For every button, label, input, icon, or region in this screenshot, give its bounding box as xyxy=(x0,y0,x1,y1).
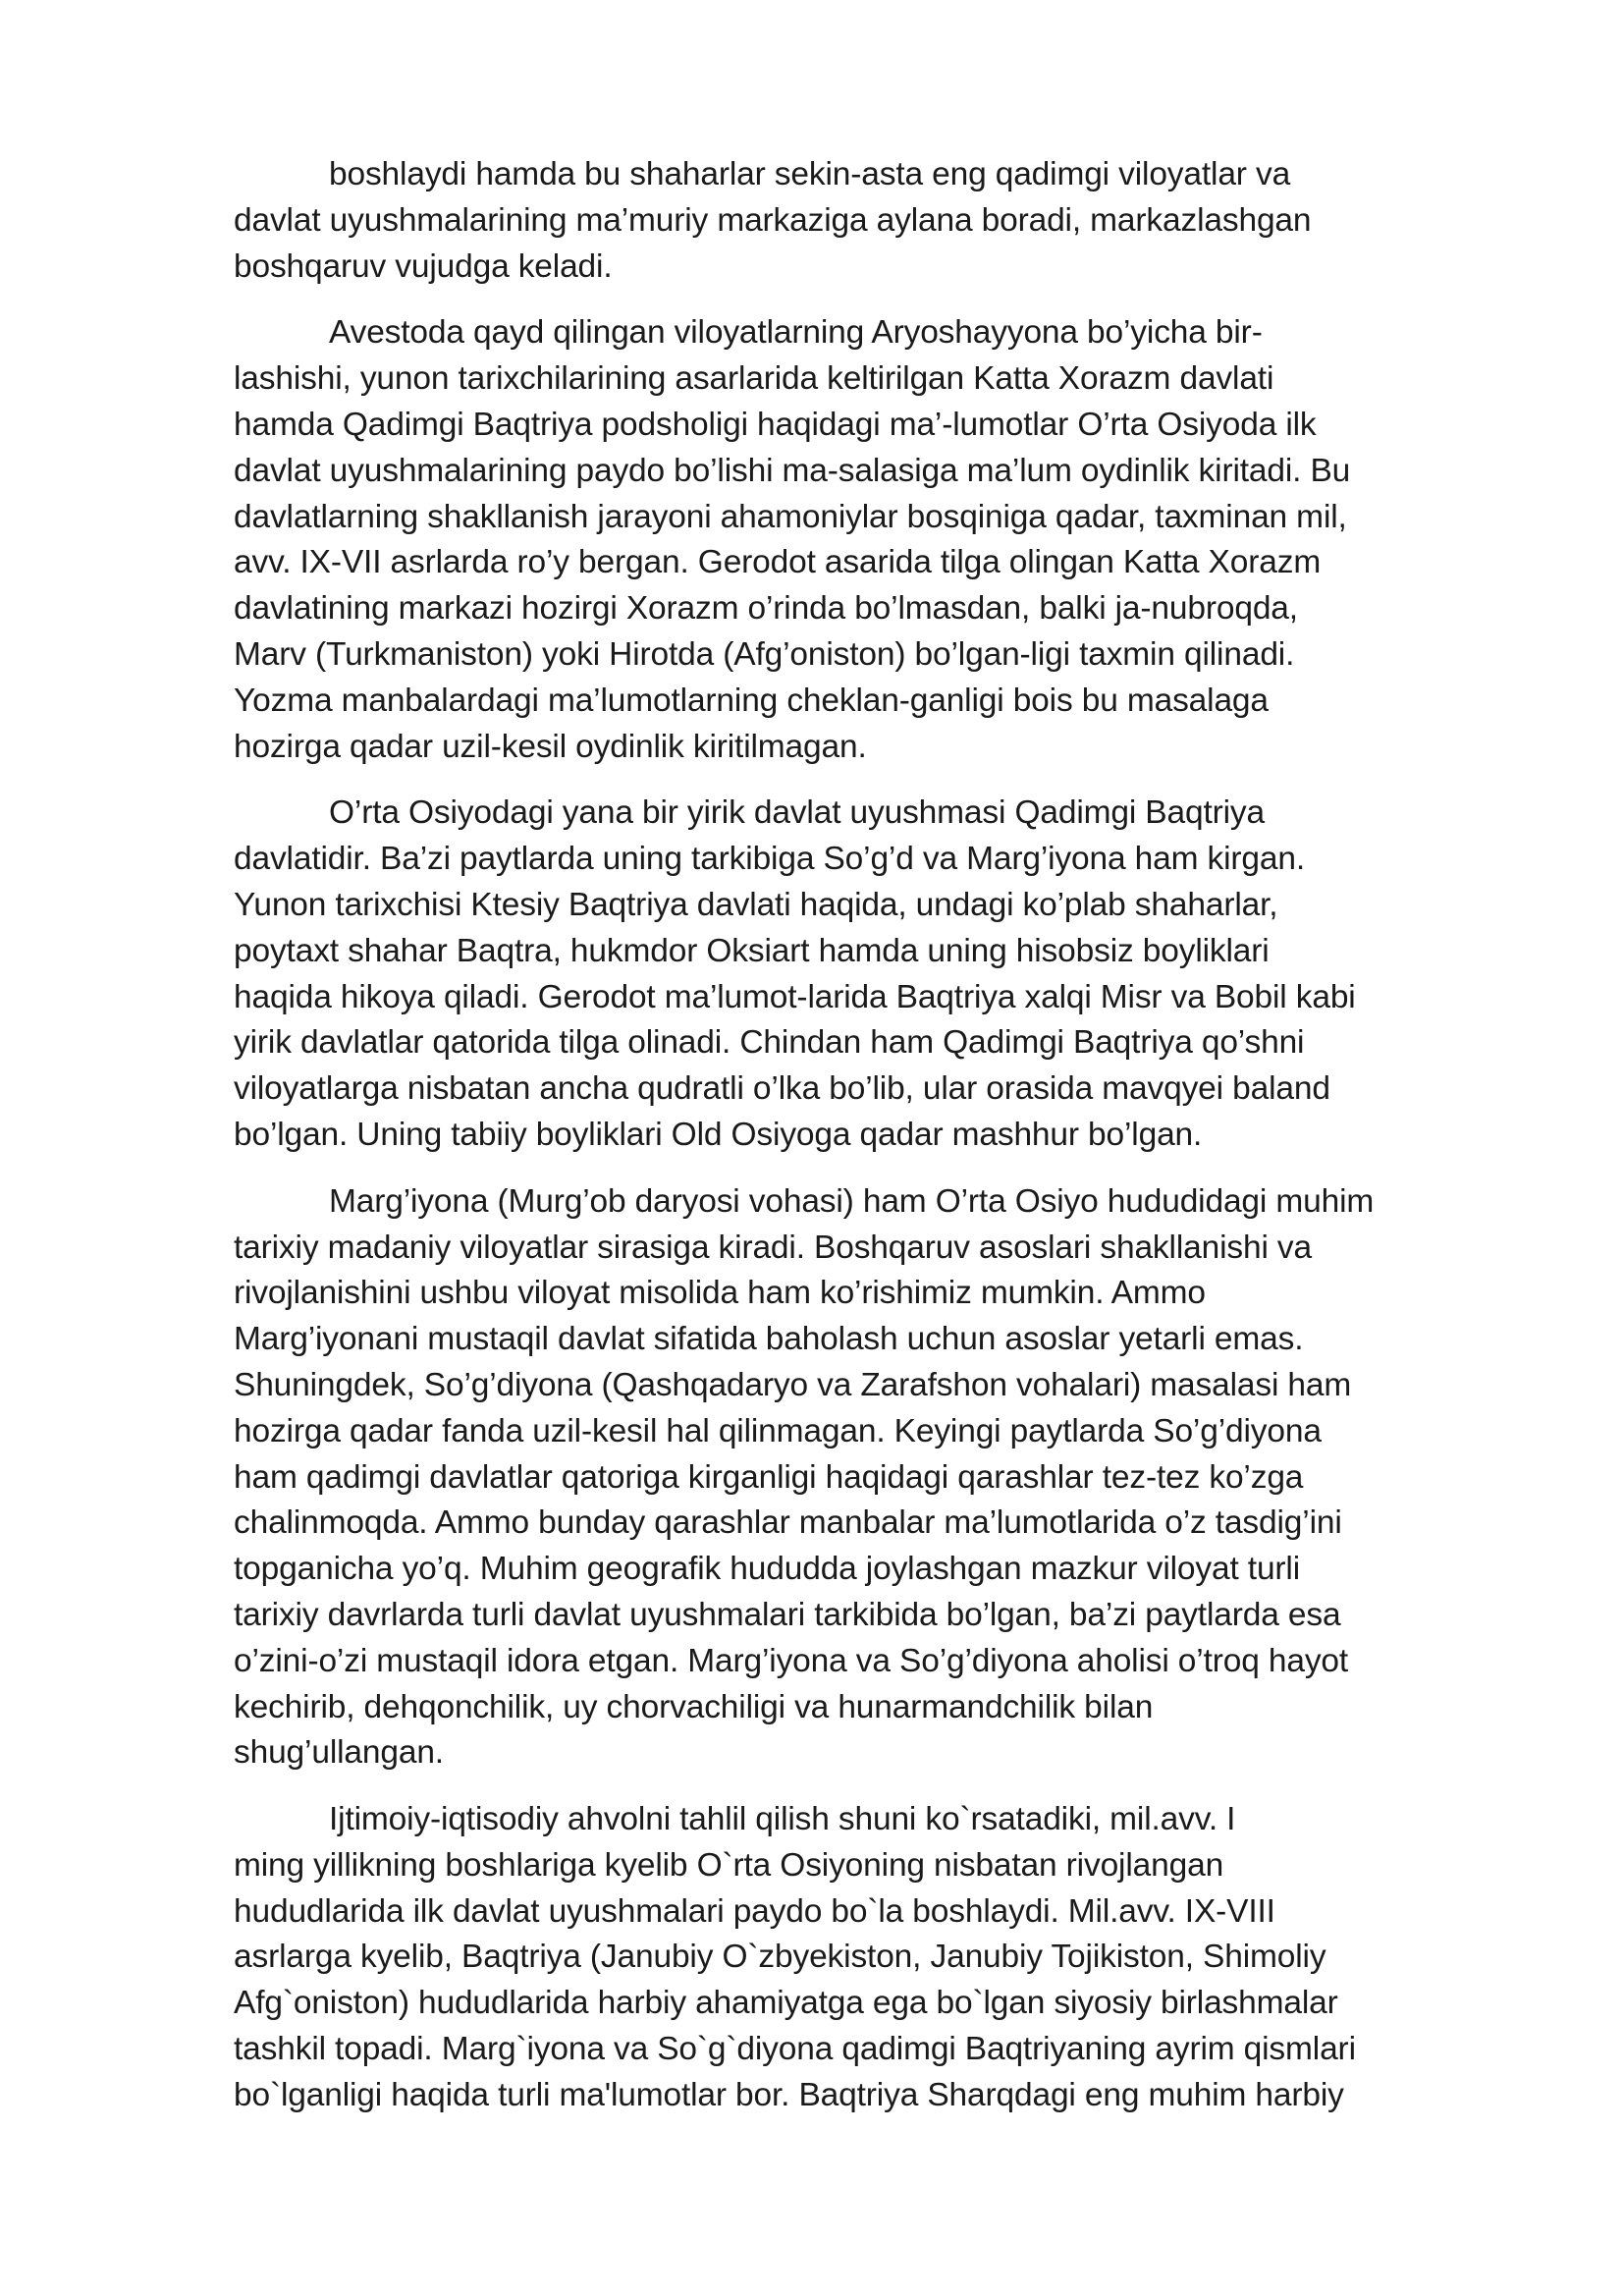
text-line: rivojlanishini ushbu viloyat misolida ham ko’rishimiz mumkin. Ammo xyxy=(234,1275,1206,1312)
text-line: O’rta Osiyodagi yana bir yirik davlat uyushmasi Qadimgi Baqtriya xyxy=(329,794,1265,832)
text-line: davlatlarning shakllanish jarayoni ahamoniylar bosqiniga qadar, taxminan mil, xyxy=(234,498,1347,535)
text-line: bo’lgan. Uning tabiiy boyliklari Old Osiyoga qadar mashhur bo’lgan. xyxy=(234,1116,1203,1153)
text-line: Avestoda qayd qilingan viloyatlarning Aryoshayyona bo’yicha bir- xyxy=(329,314,1263,352)
text-line: topganicha yo’q. Muhim geografik hududda joylashgan mazkur viloyat turli xyxy=(234,1551,1301,1588)
text-line: hozirga qadar uzil-kesil oydinlik kiritilmagan. xyxy=(234,728,867,765)
text-line: haqida hikoya qiladi. Gerodot ma’lumot-larida Baqtriya xalqi Misr va Bobil kabi xyxy=(234,978,1356,1015)
text-line: tashkil topadi. Marg`iyona va So`g`diyona qadimgi Baqtriyaning ayrim qismlari xyxy=(234,2031,1356,2068)
paragraph xyxy=(234,791,1490,1158)
document-page xyxy=(234,152,1490,2140)
text-line: hozirga qadar fanda uzil-kesil hal qilinmagan. Keyingi paytlarda So’g’diyona xyxy=(234,1412,1322,1449)
text-line: davlat uyushmalarining paydo bo’lishi ma-salasiga ma’lum oydinlik kiritadi. Bu xyxy=(234,452,1351,489)
text-line: shug’ullangan. xyxy=(234,1734,444,1772)
text-line: davlatidir. Ba’zi paytlarda uning tarkibiga So’g’d va Marg’iyona ham kirgan. xyxy=(234,841,1305,878)
text-line: ham qadimgi davlatlar qatoriga kirganligi haqidagi qarashlar tez-tez ko’zga xyxy=(234,1458,1304,1496)
text-line: chalinmoqda. Ammo bunday qarashlar manbalar ma’lumotlarida o’z tasdig’ini xyxy=(234,1504,1342,1542)
text-line: poytaxt shahar Baqtra, hukmdor Oksiart hamda uning hisobsiz boyliklari xyxy=(234,932,1270,969)
paragraph xyxy=(234,1797,1490,2119)
text-line: viloyatlarga nisbatan ancha qudratli o’lka bo’lib, ular orasida mavqyei baland xyxy=(234,1070,1330,1108)
text-line: Marg’iyonani mustaqil davlat sifatida baholash uchun asoslar yetarli emas. xyxy=(234,1321,1304,1358)
text-line: Shuningdek, So’g’diyona (Qashqadaryo va Zarafshon vohalari) masalasi ham xyxy=(234,1366,1352,1403)
text-line: kechirib, dehqonchilik, uy chorvachiligi va hunarmandchilik bilan xyxy=(234,1688,1154,1725)
paragraph xyxy=(234,310,1490,770)
text-line: boshlaydi hamda bu shaharlar sekin-asta eng qadimgi viloyatlar va xyxy=(329,156,1291,192)
text-line: hududlarida ilk davlat uyushmalari paydo bo`la boshlaydi. Mil.avv. IX-VIII xyxy=(234,1892,1275,1930)
text-line: hamda Qadimgi Baqtriya podsholigi haqidagi ma’-lumotlar O’rta Osiyoda ilk xyxy=(234,406,1317,443)
text-line: Yozma manbalardagi ma’lumotlarning cheklan-ganligi bois bu masalaga xyxy=(234,682,1269,719)
text-line: Yunon tarixchisi Ktesiy Baqtriya davlati haqida, undagi ko’plab shaharlar, xyxy=(234,886,1278,923)
text-line: tarixiy davrlarda turli davlat uyushmalari tarkibida bo’lgan, ba’zi paytlarda esa xyxy=(234,1596,1341,1633)
text-line: Ijtimoiy-iqtisodiy ahvolni tahlil qilish shuni ko`rsatadiki, mil.avv. I xyxy=(329,1801,1236,1838)
text-line: yirik davlatlar qatorida tilga olinadi. Chindan ham Qadimgi Baqtriya qo’shni xyxy=(234,1024,1305,1062)
text-line: bo`lganligi haqida turli ma'lumotlar bor. Baqtriya Sharqdagi eng muhim harbiy xyxy=(234,2076,1344,2113)
paragraph xyxy=(234,152,1490,290)
text-line: lashishi, yunon tarixchilarining asarlarida keltirilgan Katta Xorazm davlati xyxy=(234,360,1274,398)
paragraph xyxy=(234,1179,1490,1777)
text-line: Marv (Turkmaniston) yoki Hirotda (Afg’oniston) bo’lgan-ligi taxmin qilinadi. xyxy=(234,635,1295,673)
text-line: boshqaruv vujudga keladi. xyxy=(234,247,613,285)
text-line: o’zini-o’zi mustaqil idora etgan. Marg’iyona va So’g’diyona aholisi o’troq hayot xyxy=(234,1642,1349,1679)
text-line: asrlarga kyelib, Baqtriya (Janubiy O`zbyekiston, Janubiy Tojikiston, Shimoliy xyxy=(234,1939,1326,1976)
text-line: ming yillikning boshlariga kyelib O`rta Osiyoning nisbatan rivojlangan xyxy=(234,1846,1224,1884)
text-line: tarixiy madaniy viloyatlar sirasiga kiradi. Boshqaruv asoslari shakllanishi va xyxy=(234,1229,1312,1266)
text-line: Afg`oniston) hududlarida harbiy ahamiyatga ega bo`lgan siyosiy birlashmalar xyxy=(234,1985,1338,2022)
text-line: avv. IX-VII asrlarda ro’y bergan. Gerodot asarida tilga olingan Katta Xorazm xyxy=(234,544,1322,581)
text-line: davlat uyushmalarining ma’muriy markaziga aylana boradi, markazlashgan xyxy=(234,201,1312,239)
text-line: Marg’iyona (Murg’ob daryosi vohasi) ham O’rta Osiyo hududidagi muhim xyxy=(329,1182,1375,1220)
text-line: davlatining markazi hozirgi Xorazm o’rinda bo’lmasdan, balki ja-nubroqda, xyxy=(234,590,1298,628)
